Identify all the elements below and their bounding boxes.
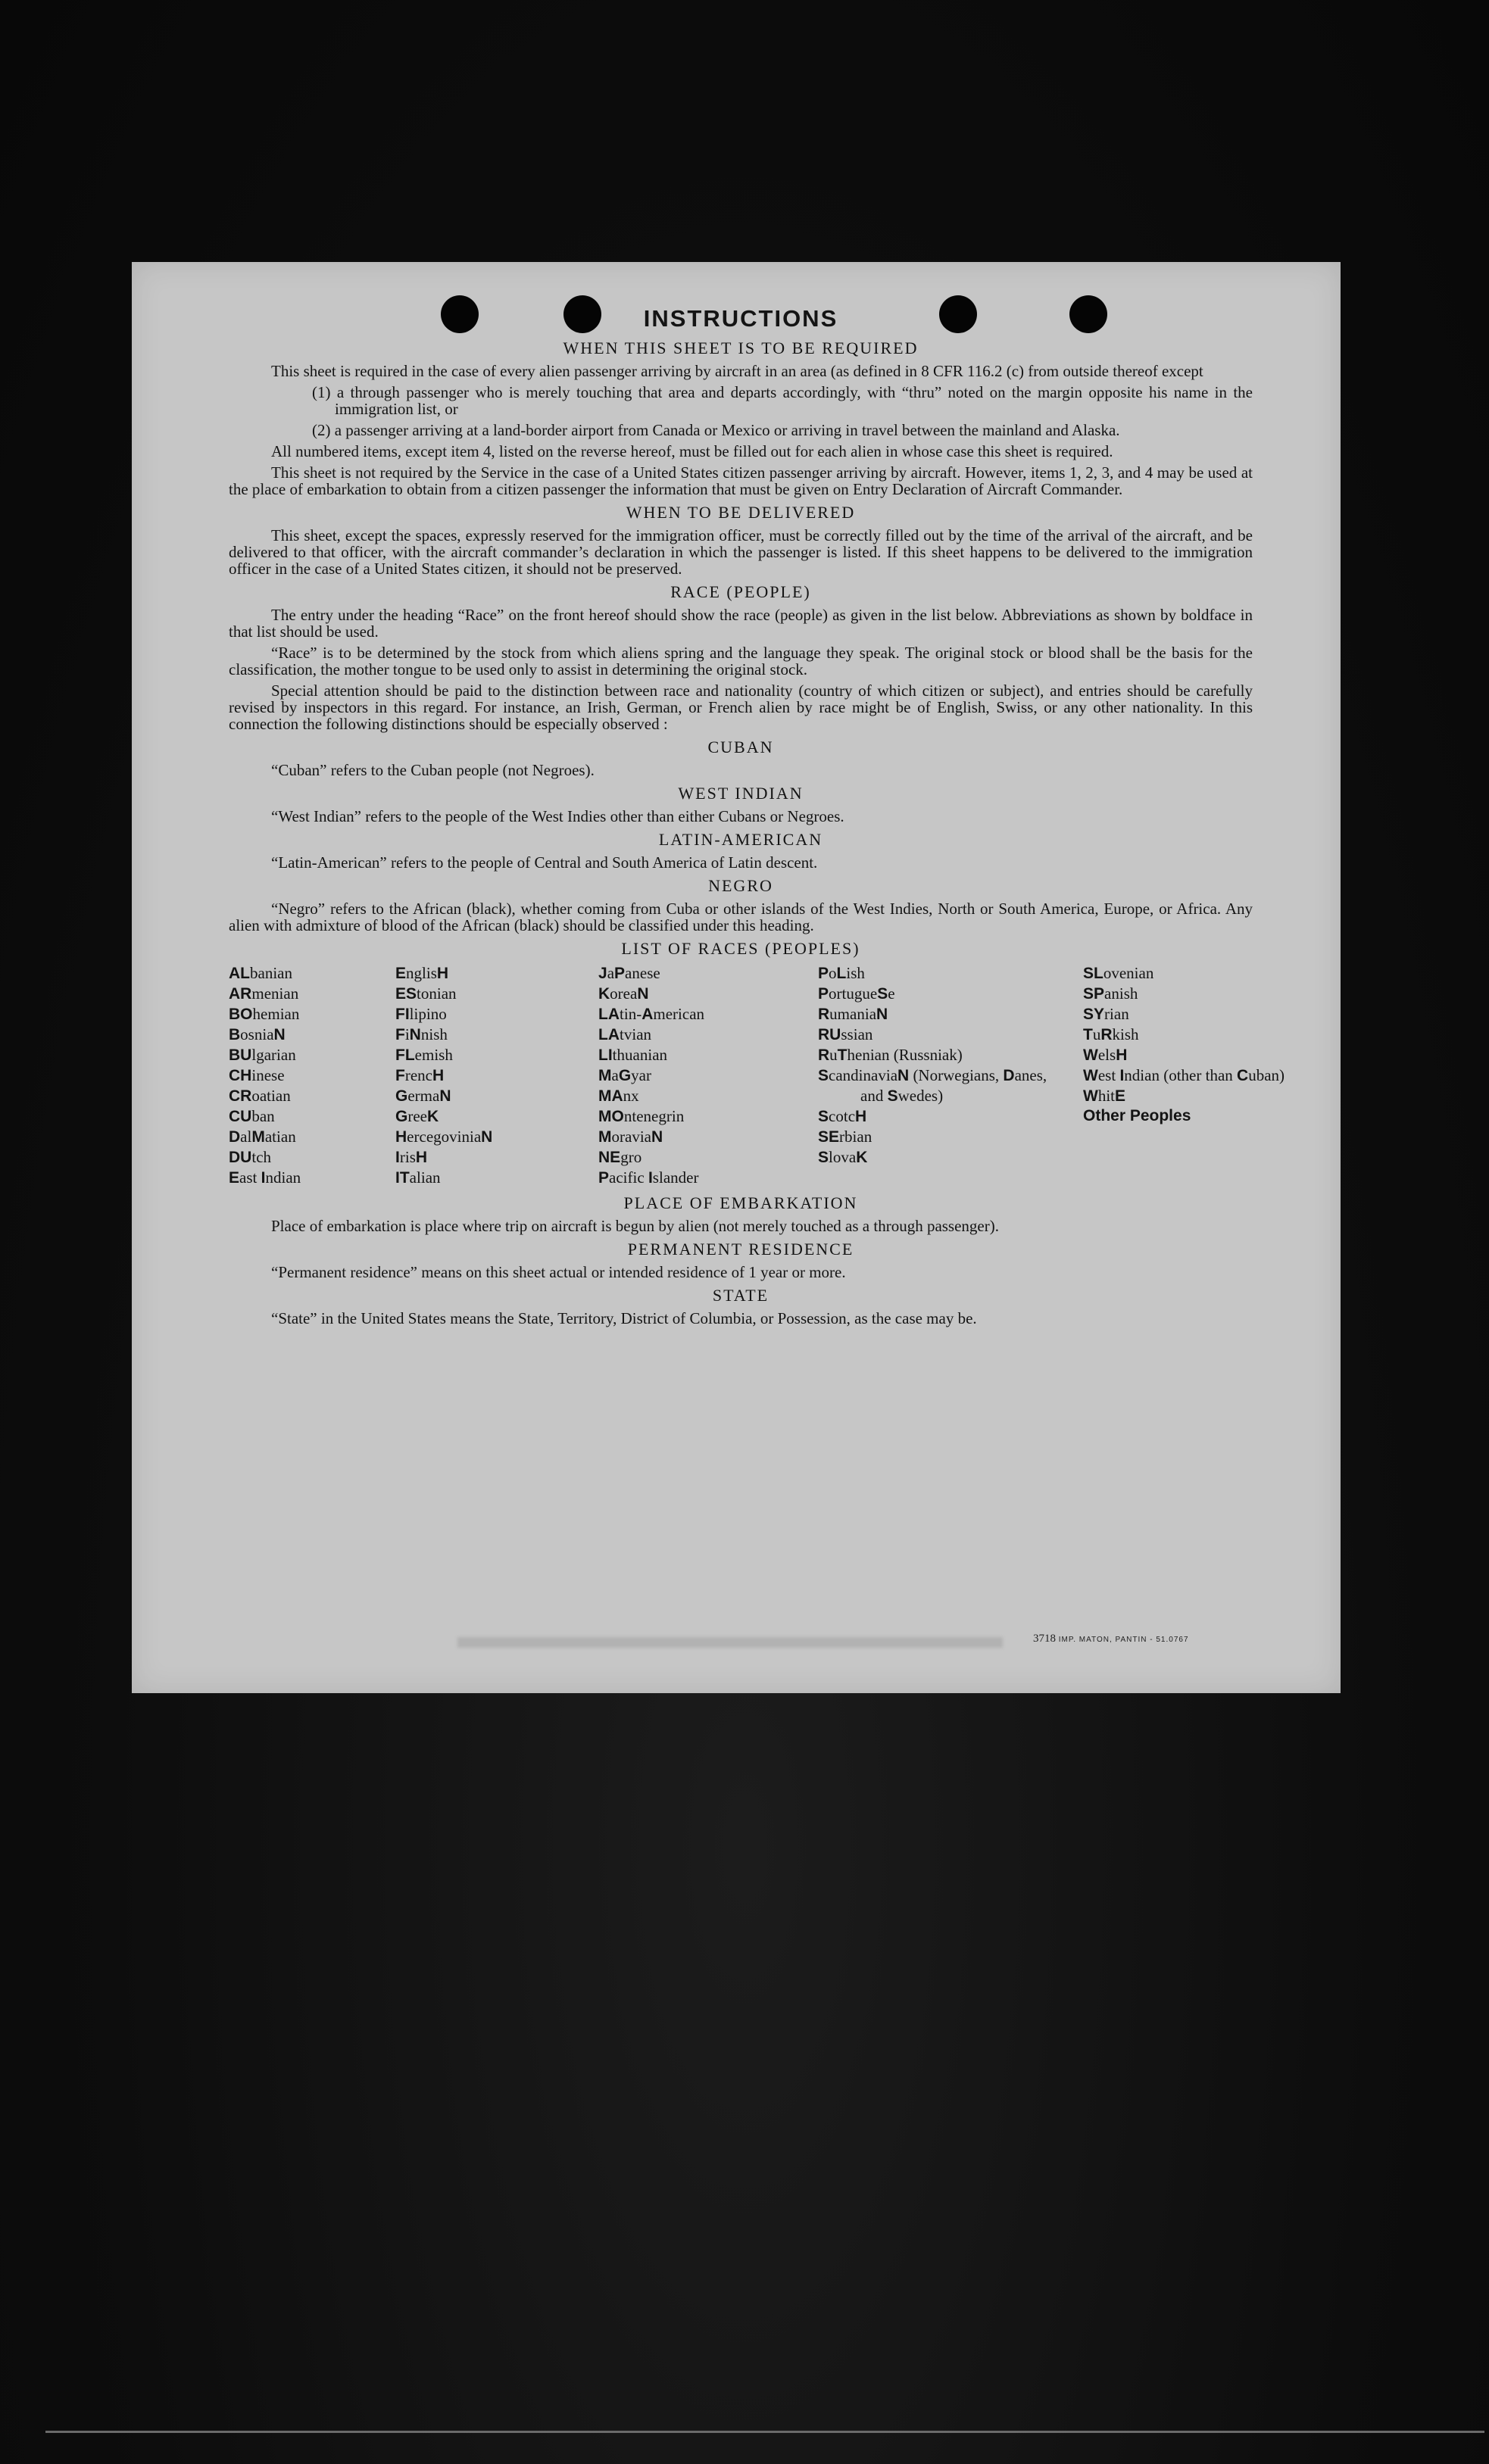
race-entry: ScotcH: [818, 1107, 867, 1125]
embarkation-para: Place of embarkation is place where trip on aircraft is begun by alien (not merely touched as a through passenger).: [271, 1217, 999, 1235]
race-entry: MOntenegrin: [598, 1107, 685, 1125]
races-column: [818, 963, 1083, 1188]
race-entry: PortugueSe: [818, 984, 895, 1003]
race-entry: SLovenian: [1083, 964, 1154, 982]
cuban-para: “Cuban” refers to the Cuban people (not Negroes).: [271, 761, 595, 779]
required-exception-1: (1) a through passenger who is merely touching that area and departs accordingly, with “thru” noted on the margin opposite his name in the immigration list, or: [312, 383, 1253, 418]
race-entry: CRoatian: [229, 1087, 291, 1105]
race-entry: JaPanese: [598, 964, 660, 982]
heading-required: WHEN THIS SHEET IS TO BE REQUIRED: [563, 338, 919, 357]
race-entry: NEgro: [598, 1148, 642, 1166]
race-entry: BUlgarian: [229, 1046, 296, 1064]
race-entry: SPanish: [1083, 984, 1138, 1003]
race-entry: East Indian: [229, 1168, 301, 1187]
race-entry: Pacific Islander: [598, 1168, 699, 1187]
race-entry: SErbian: [818, 1128, 872, 1146]
instructions-content: [229, 305, 1285, 1331]
race-entry: BosniaN: [229, 1025, 286, 1043]
race-entry: Other Peoples: [1083, 1107, 1191, 1124]
race-entry: WhitE: [1083, 1087, 1126, 1105]
race-entry: ARmenian: [229, 984, 299, 1003]
race-entry: MoraviaN: [598, 1128, 663, 1146]
race-para-1: The entry under the heading “Race” on the front hereof should show the race (people) as given in the list below. Abbreviations as shown by boldface in that list should be used.: [229, 606, 1253, 641]
heading-west-indian: WEST INDIAN: [678, 784, 804, 803]
race-entry: TuRkish: [1083, 1025, 1139, 1043]
form-footer: [1033, 1633, 1189, 1645]
race-entry: FrencH: [395, 1066, 445, 1084]
heading-delivered: WHEN TO BE DELIVERED: [626, 503, 856, 522]
race-entry: WelsH: [1083, 1046, 1128, 1064]
race-entry: GermaN: [395, 1087, 451, 1105]
race-entry: CUban: [229, 1107, 275, 1125]
residence-para: “Permanent residence” means on this sheet actual or intended residence of 1 year or more.: [271, 1263, 846, 1281]
heading-residence: PERMANENT RESIDENCE: [627, 1240, 854, 1259]
race-entry: RuThenian (Russniak): [818, 1046, 963, 1064]
race-entry: DalMatian: [229, 1128, 296, 1146]
required-para-3: This sheet is not required by the Service in the case of a United States citizen passenger arriving by aircraft. However, items 1, 2, 3, and 4 may be used at the place of embarkation to obtain from a citizen passenger the information that must be given on Entry Declaration of Aircraft Commander.: [229, 463, 1253, 498]
race-entry: HercegoviniaN: [395, 1128, 493, 1146]
race-entry: ITalian: [395, 1168, 441, 1187]
race-entry: EStonian: [395, 984, 457, 1003]
race-entry: MaGyar: [598, 1066, 651, 1084]
race-entry: EnglisH: [395, 964, 449, 982]
race-entry: FLemish: [395, 1046, 453, 1064]
required-para-2: All numbered items, except item 4, listed on the reverse hereof, must be filled out for each alien in whose case this sheet is required.: [271, 442, 1113, 460]
race-entry: MAnx: [598, 1087, 639, 1105]
race-entry: PoLish: [818, 964, 865, 982]
race-entry: LAtvian: [598, 1025, 652, 1043]
heading-race: RACE (PEOPLE): [670, 582, 811, 601]
state-para: “State” in the United States means the State, Territory, District of Columbia, or Possession, as the case may be.: [271, 1309, 977, 1327]
races-column: [598, 963, 818, 1188]
race-para-2: “Race” is to be determined by the stock from which aliens spring and the language they speak. The original stock or blood shall be the basis for the classification, the mother tongue to be used only to assist in determining the original stock.: [229, 644, 1253, 678]
race-entry: RUssian: [818, 1025, 873, 1043]
race-entry: GreeK: [395, 1107, 439, 1125]
film-edge-line: [45, 2431, 1484, 2433]
race-entry: SlovaK: [818, 1148, 868, 1166]
race-entry: IrisH: [395, 1148, 428, 1166]
races-column: [229, 963, 395, 1188]
show-through-text: [457, 1637, 1003, 1648]
west-indian-para: “West Indian” refers to the people of the West Indies other than either Cubans or Negroes.: [271, 807, 844, 825]
page-title: INSTRUCTIONS: [643, 305, 838, 332]
race-entry: KoreaN: [598, 984, 649, 1003]
heading-cuban: CUBAN: [707, 738, 774, 756]
heading-negro: NEGRO: [708, 876, 773, 895]
race-entry: SYrian: [1083, 1005, 1129, 1023]
printer-imprint: IMP. MATON, PANTIN - 51.0767: [1058, 1636, 1189, 1644]
race-entry: BOhemian: [229, 1005, 300, 1023]
latin-american-para: “Latin-American” refers to the people of Central and South America of Latin descent.: [271, 853, 818, 872]
race-para-3: Special attention should be paid to the distinction between race and nationality (country of which citizen or subject), and entries should be carefully revised by inspectors in this regard. For instance, an Irish, German, or French alien by race might be of English, Swiss, or any other nationality. In this connection the following distinctions should be especially observed :: [229, 681, 1253, 733]
races-list: [229, 963, 1285, 1188]
required-intro: This sheet is required in the case of every alien passenger arriving by aircraft in an area (as defined in 8 CFR 116.2 (c) from outside thereof except: [271, 362, 1203, 380]
heading-list-of-races: LIST OF RACES (PEOPLES): [621, 939, 860, 958]
race-entry: FiNnish: [395, 1025, 448, 1043]
negro-para: “Negro” refers to the African (black), whether coming from Cuba or other islands of the West Indies, North or South America, Europe, or Africa. Any alien with admixture of blood of the African (black) should be classified under this heading.: [229, 900, 1253, 934]
heading-state: STATE: [712, 1286, 769, 1305]
race-entry: RumaniaN: [818, 1005, 888, 1023]
required-exception-2: (2) a passenger arriving at a land-border airport from Canada or Mexico or arriving in travel between the mainland and Alaska.: [312, 421, 1120, 439]
race-entry: FIlipino: [395, 1005, 447, 1023]
races-column: [1083, 963, 1285, 1188]
document-page: [132, 262, 1341, 1693]
race-entry: DUtch: [229, 1148, 272, 1166]
form-number: 3718: [1033, 1633, 1056, 1645]
heading-embarkation: PLACE OF EMBARKATION: [623, 1193, 858, 1212]
race-entry: LIthuanian: [598, 1046, 668, 1064]
delivered-para: This sheet, except the spaces, expressly reserved for the immigration officer, must be correctly filled out by the time of the arrival of the aircraft, and be delivered to that officer, with the aircraft commander’s declaration in which the passenger is listed. If this sheet happens to be delivered to the immigration officer in the case of a United States citizen, it should not be preserved.: [229, 526, 1253, 578]
race-entry: ALbanian: [229, 964, 292, 982]
race-entry: ScandinaviaN (Norwegians, Danes, and Swedes): [818, 1066, 1047, 1105]
races-column: [395, 963, 598, 1188]
heading-latin-american: LATIN-AMERICAN: [658, 830, 823, 849]
race-entry: West Indian (other than Cuban): [1083, 1066, 1285, 1084]
race-entry: LAtin-American: [598, 1005, 705, 1023]
race-entry: CHinese: [229, 1066, 285, 1084]
